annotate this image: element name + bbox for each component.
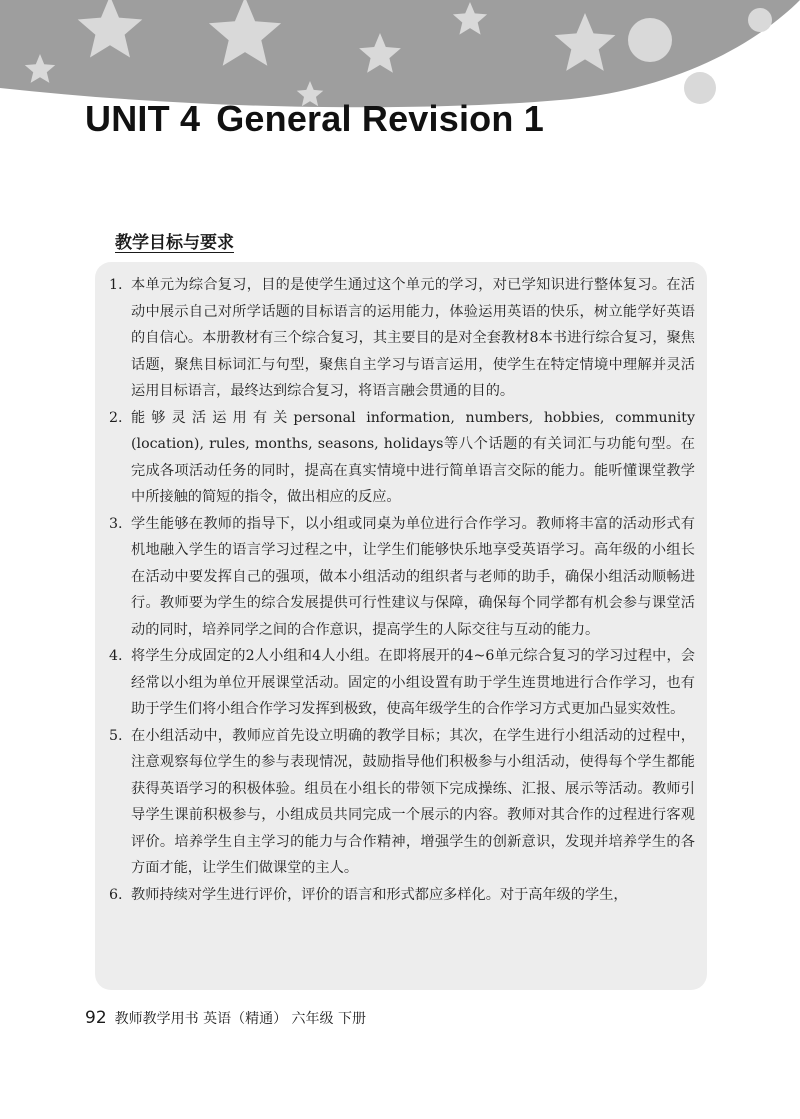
goal-number: 6. bbox=[109, 886, 123, 903]
unit-title bbox=[85, 98, 544, 140]
banner-dot-3 bbox=[748, 8, 772, 32]
goal-item bbox=[109, 643, 695, 723]
goals-panel bbox=[95, 262, 707, 990]
section-heading: 教学目标与要求 bbox=[115, 233, 234, 253]
goal-number: 5. bbox=[109, 727, 123, 744]
goal-item bbox=[109, 272, 695, 405]
banner-dot-1 bbox=[628, 18, 672, 62]
unit-title-text: General Revision 1 bbox=[216, 98, 544, 139]
page-number: 92 bbox=[85, 1008, 107, 1028]
goal-number: 3. bbox=[109, 515, 123, 532]
goal-text: 在小组活动中，教师应首先设立明确的教学目标；其次，在学生进行小组活动的过程中，注意观察每位学生的参与表现情况，鼓励指导他们积极参与小组活动，使得每个学生都能获得英语学习的积极体验。组员在小组长的带领下完成操练、汇报、展示等活动。教师引导学生课前积极参与，小组成员共同完成一个展示的内容。教师对其合作的过程进行客观评价。培养学生自主学习的能力与合作精神，增强学生的创新意识，发现并培养学生的各方面才能，让学生们做课堂的主人。 bbox=[131, 727, 695, 876]
goal-number: 2. bbox=[109, 409, 123, 426]
header-banner bbox=[0, 0, 800, 165]
goal-item bbox=[109, 511, 695, 644]
page-footer bbox=[85, 1008, 366, 1028]
goal-item bbox=[109, 405, 695, 511]
book-title: 教师教学用书 英语（精通） 六年级 下册 bbox=[114, 1011, 366, 1027]
goal-text: 教师持续对学生进行评价，评价的语言和形式都应多样化。对于高年级的学生， bbox=[131, 886, 628, 903]
unit-label: UNIT 4 bbox=[85, 98, 201, 139]
goal-text: 学生能够在教师的指导下，以小组或同桌为单位进行合作学习。教师将丰富的活动形式有机地融入学生的语言学习过程之中，让学生们能够快乐地享受英语学习。高年级的小组长在活动中要发挥自己的强项，做本小组活动的组织者与老师的助手，确保小组活动顺畅进行。教师要为学生的综合发展提供可行性建议与保障，确保每个同学都有机会参与课堂活动的同时，培养同学之间的合作意识，提高学生的人际交往与互动的能力。 bbox=[131, 515, 695, 638]
goal-number: 1. bbox=[109, 277, 123, 293]
star-banner-graphic bbox=[0, 0, 800, 165]
goal-item bbox=[109, 723, 695, 882]
goal-number: 4. bbox=[109, 648, 123, 664]
goal-text: 将学生分成固定的2人小组和4人小组。在即将展开的4~6单元综合复习的学习过程中，会经常以小组为单位开展课堂活动。固定的小组设置有助于学生连贯地进行合作学习，也有助于学生们将小组合作学习发挥到极致，使高年级学生的合作学习方式更加凸显实效性。 bbox=[131, 648, 695, 717]
goals-list bbox=[109, 272, 695, 908]
goal-text: 本单元为综合复习，目的是使学生通过这个单元的学习，对已学知识进行整体复习。在活动中展示自己对所学话题的目标语言的运用能力，体验运用英语的快乐，树立能学好英语的自信心。本册教材有三个综合复习，其主要目的是对全套教材8本书进行综合复习，聚焦话题，聚焦目标词汇与句型，聚焦自主学习与语言运用，使学生在特定情境中理解并灵活运用目标语言，最终达到综合复习，将语言融会贯通的目的。 bbox=[131, 277, 695, 399]
banner-dot-2 bbox=[684, 72, 716, 104]
goal-text: 能够灵活运用有关personal information, numbers, hobbies, community (location), rules, months, seasons, holidays等八个话题的有关词汇与功能句型。在完成各项活动任务的同时，提高在真实情境中进行简单语言交际的能力。能听懂课堂教学中所接触的简短的指令，做出相应的反应。 bbox=[131, 409, 695, 505]
goal-item bbox=[109, 882, 695, 909]
